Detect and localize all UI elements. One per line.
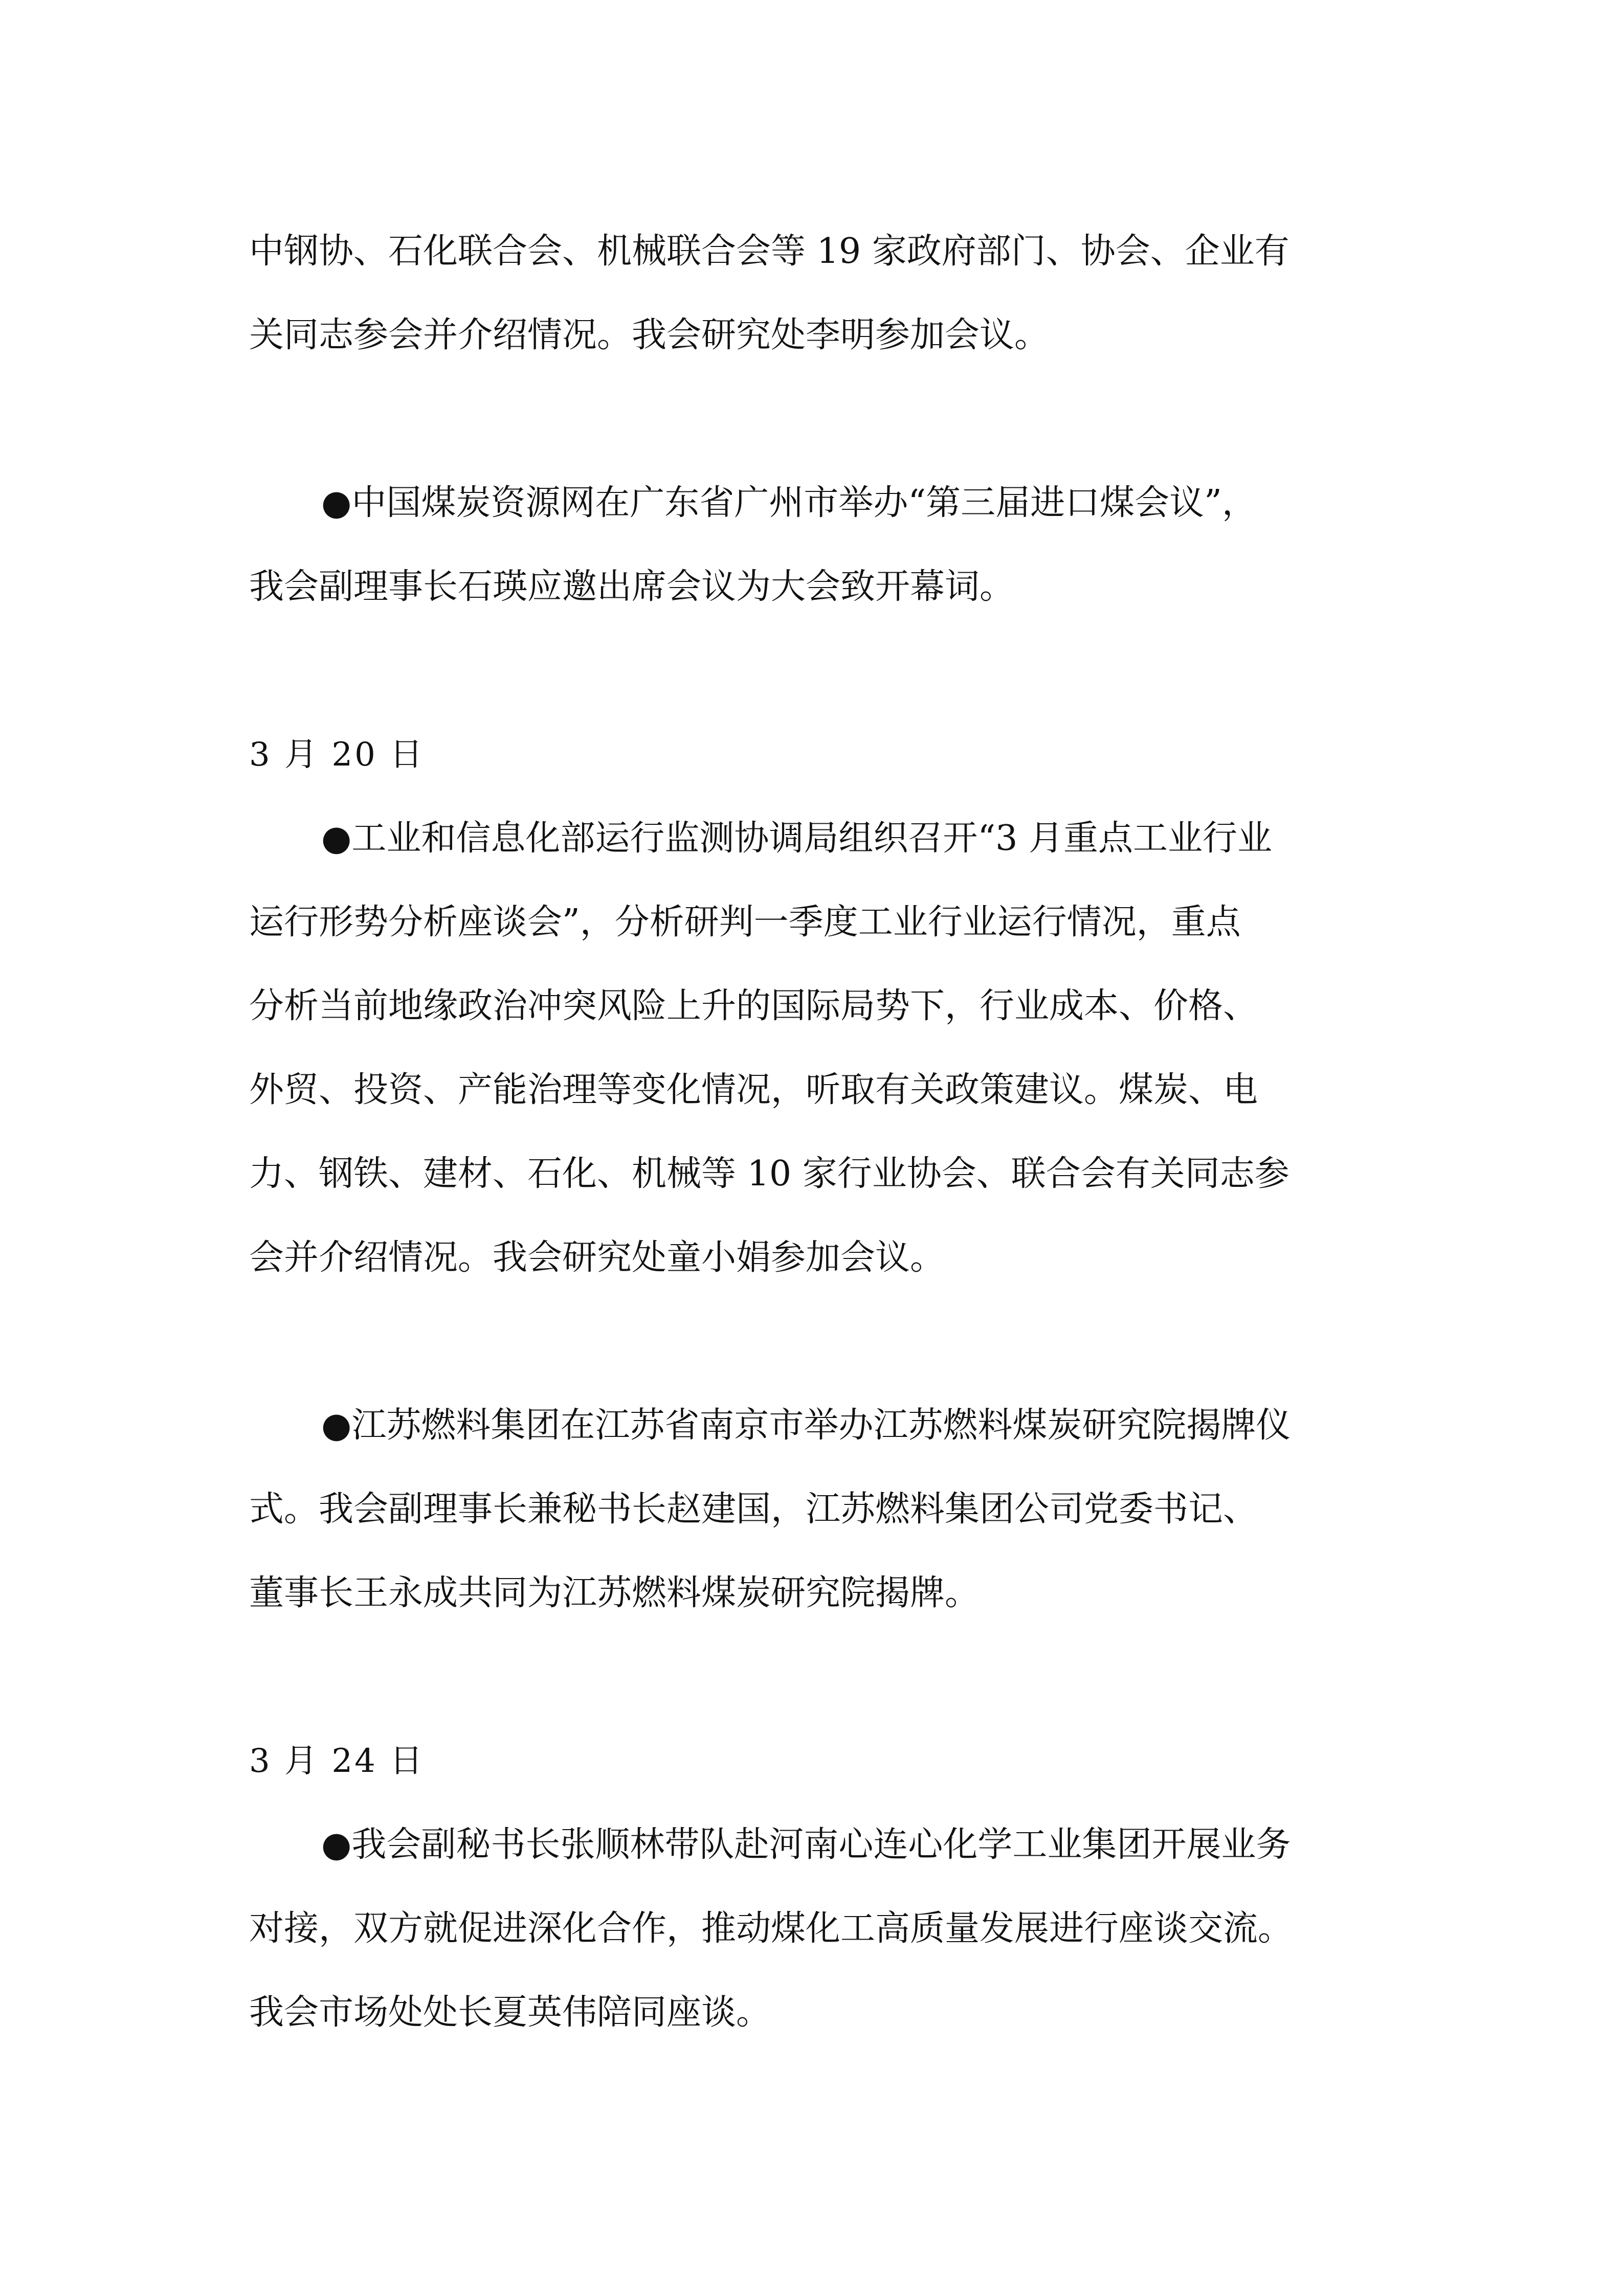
text-line: 式。我会副理事长兼秘书长赵建国，江苏燃料集团公司党委书记、: [249, 1489, 1258, 1529]
paragraph-continuation: [249, 210, 1390, 377]
text-line: 力、钢铁、建材、石化、机械等 10 家行业协会、联合会有关同志参: [249, 1154, 1289, 1194]
text-line: 董事长王永成共同为江苏燃料煤炭研究院揭牌。: [249, 1573, 980, 1613]
document-body: [249, 210, 1390, 2055]
text-line: 会并介绍情况。我会研究处童小娟参加会议。: [249, 1237, 945, 1278]
text-line: 中钢协、石化联合会、机械联合会等 19 家政府部门、协会、企业有: [249, 231, 1289, 272]
text-line: 对接，双方就促进深化合作，推动煤化工高质量发展进行座谈交流。: [249, 1908, 1293, 1949]
date-heading: 3 月 24 日: [249, 1742, 425, 1780]
date-heading: 3 月 20 日: [249, 736, 425, 774]
paragraph-spacer: [249, 1300, 1390, 1384]
text-line: 运行形势分析座谈会”，分析研判一季度工业行业运行情况，重点: [249, 902, 1241, 942]
text-line: ●江苏燃料集团在江苏省南京市举办江苏燃料煤炭研究院揭牌仪: [321, 1405, 1291, 1446]
text-line: 我会市场处处长夏英伟陪同座谈。: [249, 1992, 771, 2033]
text-line: ●我会副秘书长张顺林带队赴河南心连心化学工业集团开展业务: [321, 1825, 1291, 1865]
text-line: ●工业和信息化部运行监测协调局组织召开“3 月重点工业行业: [321, 818, 1272, 859]
paragraph-jiangsu-fuel-institute: [249, 1384, 1390, 1635]
text-line: 外贸、投资、产能治理等变化情况，听取有关政策建议。煤炭、电: [249, 1070, 1258, 1110]
text-line: ●中国煤炭资源网在广东省广州市举办“第三届进口煤会议”，: [321, 483, 1257, 523]
text-line: 关同志参会并介绍情况。我会研究处李明参加会议。: [249, 315, 1050, 355]
text-line: 我会副理事长石瑛应邀出席会议为大会致开幕词。: [249, 567, 1015, 607]
paragraph-miit-symposium: [249, 797, 1390, 1300]
paragraph-henan-xinlianxin-visit: [249, 1803, 1390, 2055]
paragraph-spacer: [249, 377, 1390, 461]
paragraph-spacer: [249, 629, 1390, 713]
paragraph-spacer: [249, 1635, 1390, 1719]
paragraph-coal-import-conference: [249, 461, 1390, 629]
text-line: 分析当前地缘政治冲突风险上升的国际局势下，行业成本、价格、: [249, 986, 1258, 1026]
